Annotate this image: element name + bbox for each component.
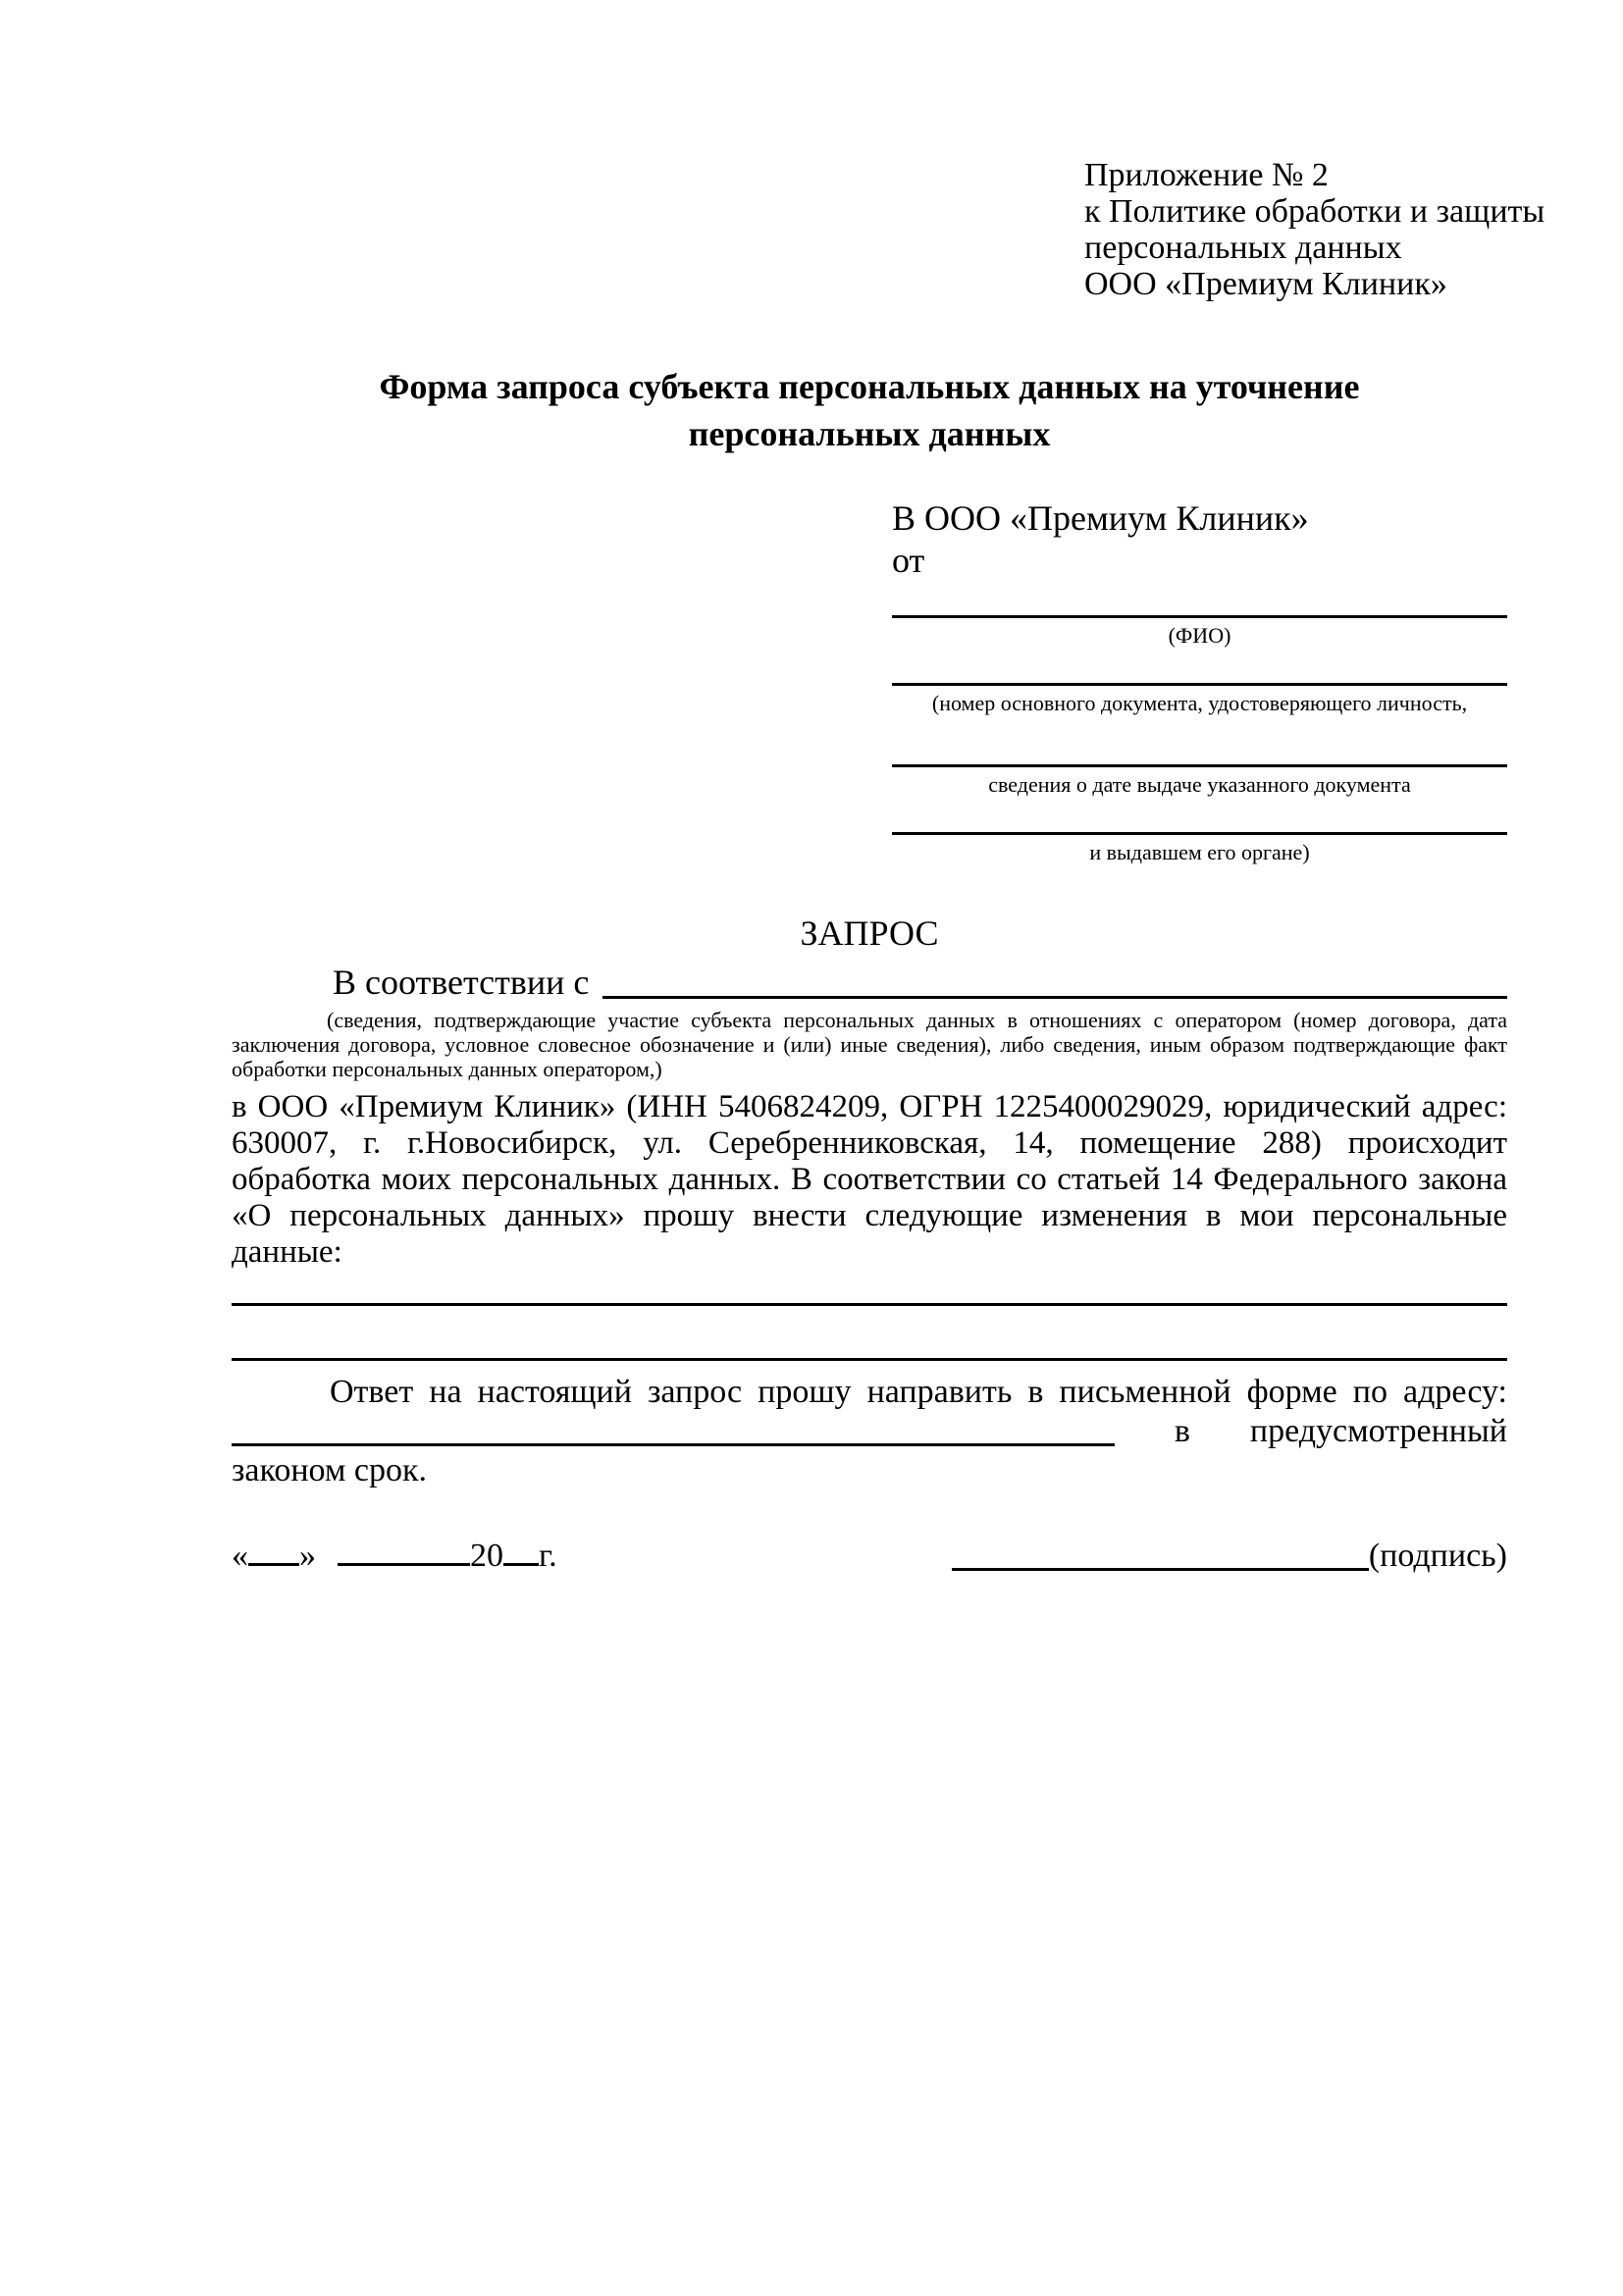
addressee-block bbox=[892, 496, 1507, 864]
signature-caption: (подпись) bbox=[1368, 1538, 1507, 1574]
request-body: в ООО «Премиум Клиник» (ИНН 5406824209, ОГРН 1225400029029, юридический адрес: 630007, г. г.Новосибирск, ул. Серебренниковская, 14, помещение 288) происходит обработка моих персональных данных. В соответствии со статьей 14 Федерального закона «О персональных данных» прошу внести следующие изменения в мои персональные данные: bbox=[232, 1089, 1507, 1270]
year-prefix: 20 bbox=[470, 1538, 503, 1574]
answer-tail: законом срок. bbox=[232, 1452, 427, 1488]
date-group bbox=[232, 1530, 557, 1576]
day-blank bbox=[248, 1530, 299, 1566]
answer-word: предусмотренный bbox=[1249, 1413, 1507, 1449]
quote-open: « bbox=[232, 1538, 248, 1574]
issue-date-caption: сведения о дате выдаче указанного документа bbox=[988, 772, 1411, 797]
answer-word: в bbox=[1174, 1413, 1190, 1449]
changes-blank-line-1 bbox=[232, 1303, 1507, 1306]
answer-address-row bbox=[232, 1412, 1507, 1451]
appendix-block bbox=[1084, 157, 1545, 302]
page-title-line: Форма запроса субъекта персональных данных на уточнение bbox=[379, 367, 1360, 406]
addressee-from-label: от bbox=[892, 541, 925, 580]
appendix-line: Приложение № 2 bbox=[1084, 157, 1329, 193]
changes-blank-line-2 bbox=[232, 1358, 1507, 1361]
address-blank-line bbox=[232, 1443, 1115, 1446]
year-blank bbox=[503, 1530, 539, 1566]
appendix-line: персональных данных bbox=[1084, 230, 1402, 266]
appendix-line: к Политике обработки и защиты bbox=[1084, 193, 1545, 230]
year-suffix: г. bbox=[539, 1538, 557, 1574]
appendix-line: ООО «Премиум Клиник» bbox=[1084, 266, 1447, 302]
addressee-organization: В ООО «Премиум Клиник» bbox=[892, 498, 1309, 538]
quote-close: » bbox=[299, 1538, 316, 1574]
document-content bbox=[232, 157, 1545, 1576]
page-title-line: персональных данных bbox=[688, 414, 1051, 453]
answer-sentence: Ответ на настоящий запрос прошу направить в письменной форме по адресу: bbox=[330, 1374, 1507, 1410]
signature-blank-line bbox=[952, 1568, 1369, 1571]
footer-row bbox=[232, 1530, 1507, 1576]
fio-caption: (ФИО) bbox=[1168, 623, 1231, 648]
page-title bbox=[232, 363, 1507, 457]
intro-note: (сведения, подтверждающие участие субъекта персональных данных в отношениях с оператором (номер договора, дата заключения договора, условное словесное обозначение и (или) иные сведения), либо сведения, иным образом подтверждающие факт обработки персональных данных оператором,) bbox=[232, 1008, 1507, 1081]
document-number-caption: (номер основного документа, удостоверяющего личность, bbox=[931, 691, 1468, 715]
issuing-authority-caption: и выдавшем его органе) bbox=[1089, 840, 1310, 864]
request-heading: ЗАПРОС bbox=[800, 913, 939, 953]
month-blank bbox=[338, 1530, 470, 1566]
signature-group bbox=[952, 1537, 1507, 1576]
intro-blank-line bbox=[602, 996, 1507, 999]
intro-label: В соответствии с bbox=[333, 963, 590, 1002]
intro-row bbox=[232, 961, 1507, 1004]
